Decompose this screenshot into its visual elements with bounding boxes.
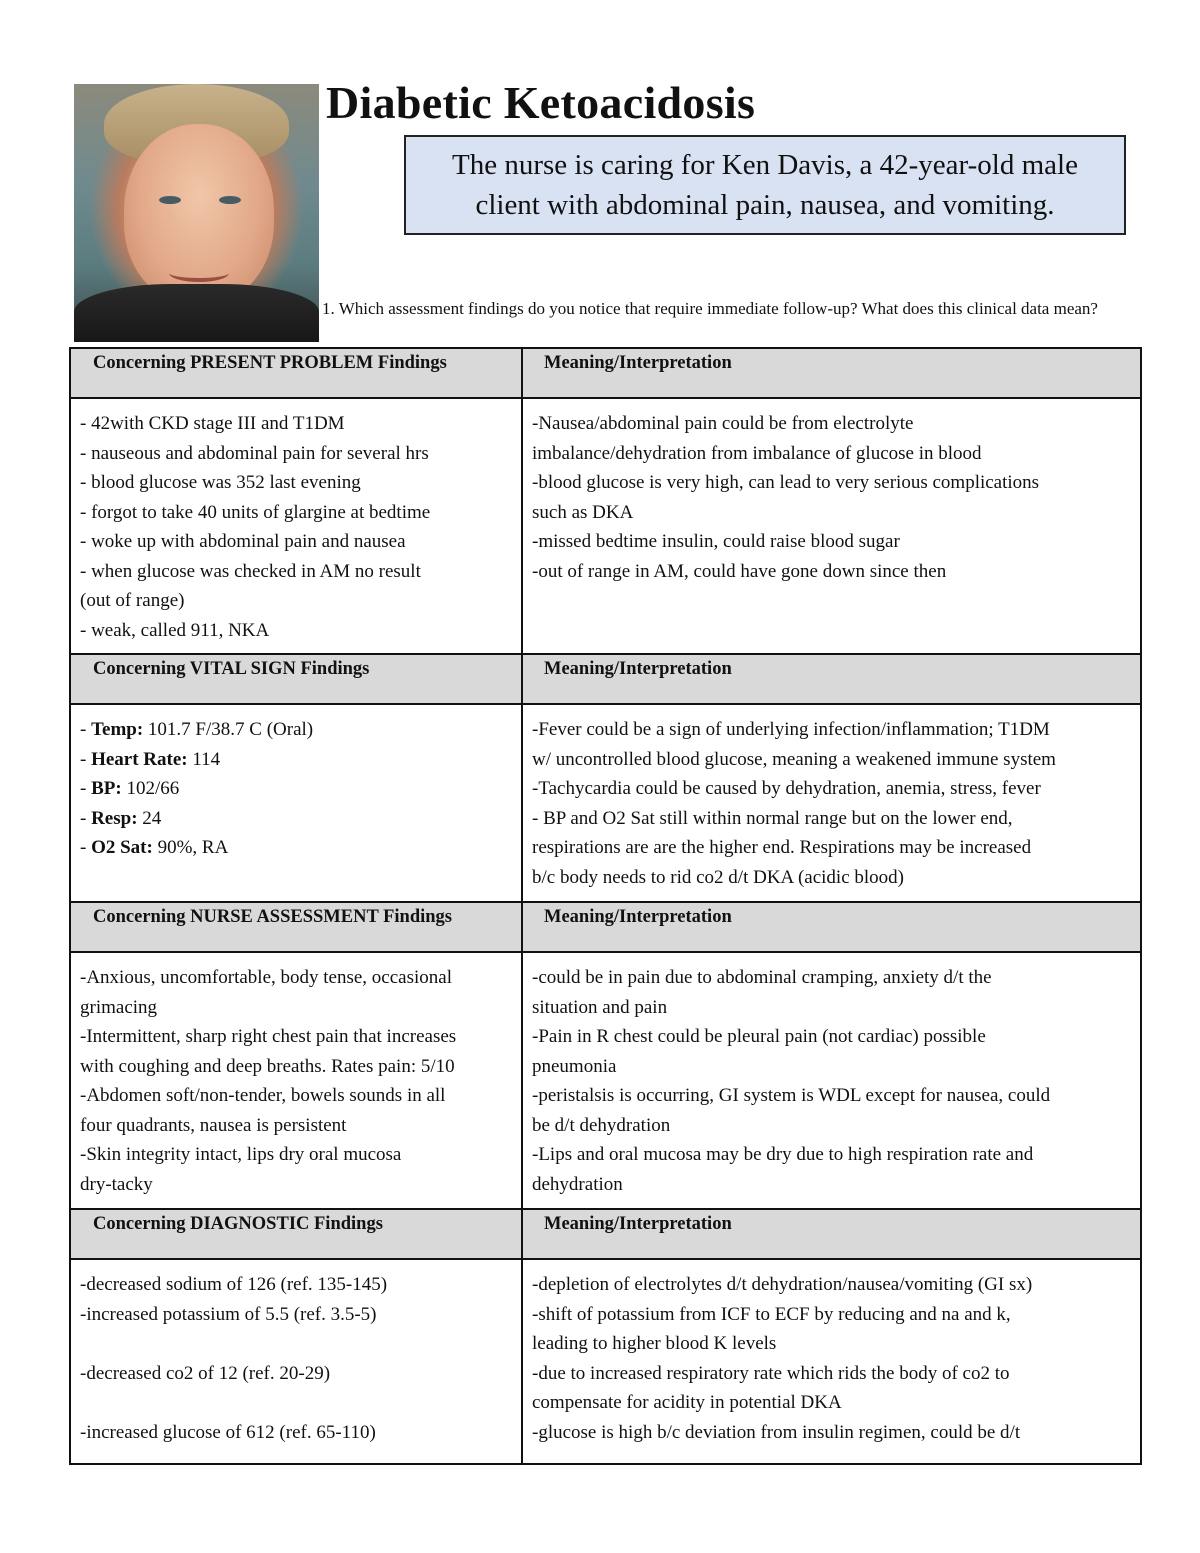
scenario-box bbox=[404, 135, 1126, 235]
section-header-present-problem: Concerning PRESENT PROBLEM Findings bbox=[70, 348, 522, 398]
vital-sign-label: Temp: bbox=[91, 719, 144, 740]
finding-line: -Abdomen soft/non-tender, bowels sounds in all bbox=[80, 1085, 446, 1106]
section-header-row bbox=[70, 902, 1141, 952]
finding-line: four quadrants, nausea is persistent bbox=[80, 1114, 347, 1136]
findings-cell bbox=[70, 1259, 522, 1464]
vital-sign-line: - BP: 102/66 bbox=[80, 778, 180, 799]
section-row-nurse-assessment bbox=[70, 952, 1141, 1209]
finding-line: -Skin integrity intact, lips dry oral mucosa bbox=[80, 1144, 402, 1165]
interpretation-line: - BP and O2 Sat still within normal range but on the lower end, bbox=[532, 807, 1013, 829]
interpretation-line: -blood glucose is very high, can lead to very serious complications bbox=[532, 472, 1040, 493]
interpretation-line: such as DKA bbox=[532, 501, 634, 523]
vital-sign-line: - O2 Sat: 90%, RA bbox=[80, 837, 229, 858]
interpretation-line: dehydration bbox=[532, 1173, 623, 1195]
finding-line: - nauseous and abdominal pain for several hrs bbox=[80, 442, 429, 464]
section-header-row bbox=[70, 348, 1141, 398]
interpretation-cell bbox=[522, 704, 1141, 902]
vital-sign-label: O2 Sat: bbox=[91, 837, 153, 858]
finding-line bbox=[80, 1329, 513, 1359]
photo-mouth bbox=[169, 264, 229, 282]
section-header-row bbox=[70, 654, 1141, 704]
findings-cell bbox=[70, 952, 522, 1209]
interpretation-line: compensate for acidity in potential DKA bbox=[532, 1392, 842, 1413]
interpretation-line: -Tachycardia could be caused by dehydration, anemia, stress, fever bbox=[532, 778, 1041, 799]
vital-sign-line: - Resp: 24 bbox=[80, 807, 162, 829]
section-header-nurse-assessment: Concerning NURSE ASSESSMENT Findings bbox=[70, 902, 522, 952]
finding-line: - weak, called 911, NKA bbox=[80, 619, 270, 641]
vital-sign-value: 24 bbox=[142, 807, 162, 829]
interpretation-line: imbalance/dehydration from imbalance of glucose in blood bbox=[532, 442, 982, 464]
interpretation-line: b/c body needs to rid co2 d/t DKA (acidic blood) bbox=[532, 866, 905, 888]
vital-sign-line: - Temp: 101.7 F/38.7 C (Oral) bbox=[80, 719, 314, 740]
finding-line bbox=[80, 1388, 513, 1418]
interpretation-line: pneumonia bbox=[532, 1055, 617, 1077]
interpretation-cell bbox=[522, 1259, 1141, 1464]
interpretation-cell bbox=[522, 952, 1141, 1209]
interpretation-line: -Fever could be a sign of underlying infection/inflammation; T1DM bbox=[532, 719, 1050, 740]
interpretation-line: respirations are are the higher end. Respirations may be increased bbox=[532, 837, 1032, 858]
section-row-vital-signs bbox=[70, 704, 1141, 902]
finding-line: grimacing bbox=[80, 996, 158, 1018]
interpretation-line: -Nausea/abdominal pain could be from electrolyte bbox=[532, 413, 914, 434]
section-row-present-problem bbox=[70, 398, 1141, 654]
interpretation-line: leading to higher blood K levels bbox=[532, 1333, 777, 1354]
interpretation-line: -out of range in AM, could have gone down since then bbox=[532, 560, 947, 582]
interpretation-line: w/ uncontrolled blood glucose, meaning a weakened immune system bbox=[532, 748, 1056, 770]
interpretation-cell bbox=[522, 398, 1141, 654]
finding-line: - woke up with abdominal pain and nausea bbox=[80, 531, 406, 552]
section-header-vital-signs: Concerning VITAL SIGN Findings bbox=[70, 654, 522, 704]
interpretation-line: -glucose is high b/c deviation from insulin regimen, could be d/t bbox=[532, 1421, 1021, 1443]
section-row-diagnostic bbox=[70, 1259, 1141, 1464]
vital-sign-label: Resp: bbox=[91, 807, 138, 829]
interpretation-line: -Pain in R chest could be pleural pain (not cardiac) possible bbox=[532, 1026, 986, 1047]
vital-sign-line: - Heart Rate: 114 bbox=[80, 748, 221, 770]
finding-line: - 42with CKD stage III and T1DM bbox=[80, 413, 345, 434]
finding-line: -decreased co2 of 12 (ref. 20-29) bbox=[80, 1362, 331, 1384]
interpretation-header: Meaning/Interpretation bbox=[522, 348, 1141, 398]
finding-line: -increased glucose of 612 (ref. 65-110) bbox=[80, 1421, 376, 1443]
patient-photo bbox=[74, 84, 319, 342]
scenario-text: The nurse is caring for Ken Davis, a 42-year-old male client with abdominal pain, nausea, and vomiting. bbox=[452, 149, 1078, 221]
finding-line: -decreased sodium of 126 (ref. 135-145) bbox=[80, 1274, 388, 1295]
question-text: 1. Which assessment findings do you notice that require immediate follow-up? What does this clinical data mean? bbox=[322, 299, 1098, 318]
photo-eye-left bbox=[159, 196, 181, 204]
finding-line: - blood glucose was 352 last evening bbox=[80, 472, 361, 493]
photo-scarf bbox=[74, 284, 319, 342]
interpretation-line: -shift of potassium from ICF to ECF by reducing and na and k, bbox=[532, 1303, 1011, 1325]
vital-sign-value: 114 bbox=[192, 748, 221, 770]
finding-line: dry-tacky bbox=[80, 1173, 153, 1195]
finding-line: - forgot to take 40 units of glargine at bedtime bbox=[80, 501, 431, 523]
interpretation-line: -missed bedtime insulin, could raise blood sugar bbox=[532, 531, 900, 552]
findings-cell bbox=[70, 398, 522, 654]
finding-line: - when glucose was checked in AM no result bbox=[80, 560, 421, 582]
interpretation-header: Meaning/Interpretation bbox=[522, 654, 1141, 704]
vital-sign-value: 101.7 F/38.7 C (Oral) bbox=[147, 719, 314, 740]
interpretation-line: situation and pain bbox=[532, 996, 668, 1018]
vital-sign-label: Heart Rate: bbox=[91, 748, 188, 770]
findings-cell bbox=[70, 704, 522, 902]
page-title: Diabetic Ketoacidosis bbox=[326, 77, 756, 128]
finding-line: (out of range) bbox=[80, 590, 185, 611]
vital-sign-value: 90%, RA bbox=[157, 837, 229, 858]
vital-sign-label: BP: bbox=[91, 778, 122, 799]
finding-line: -increased potassium of 5.5 (ref. 3.5-5) bbox=[80, 1303, 377, 1325]
photo-eye-right bbox=[219, 196, 241, 204]
finding-line: -Intermittent, sharp right chest pain that increases bbox=[80, 1026, 457, 1047]
findings-table bbox=[69, 347, 1142, 1465]
vital-sign-value: 102/66 bbox=[126, 778, 180, 799]
interpretation-header: Meaning/Interpretation bbox=[522, 1209, 1141, 1259]
finding-line: with coughing and deep breaths. Rates pain: 5/10 bbox=[80, 1055, 455, 1077]
interpretation-line: -depletion of electrolytes d/t dehydration/nausea/vomiting (GI sx) bbox=[532, 1274, 1033, 1295]
interpretation-line: -peristalsis is occurring, GI system is WDL except for nausea, could bbox=[532, 1085, 1051, 1106]
interpretation-header: Meaning/Interpretation bbox=[522, 902, 1141, 952]
section-header-diagnostic: Concerning DIAGNOSTIC Findings bbox=[70, 1209, 522, 1259]
interpretation-line: be d/t dehydration bbox=[532, 1114, 671, 1136]
interpretation-line: -due to increased respiratory rate which rids the body of co2 to bbox=[532, 1362, 1010, 1384]
interpretation-line: -Lips and oral mucosa may be dry due to high respiration rate and bbox=[532, 1144, 1034, 1165]
interpretation-line: -could be in pain due to abdominal cramping, anxiety d/t the bbox=[532, 967, 992, 988]
finding-line: -Anxious, uncomfortable, body tense, occasional bbox=[80, 967, 452, 988]
section-header-row bbox=[70, 1209, 1141, 1259]
